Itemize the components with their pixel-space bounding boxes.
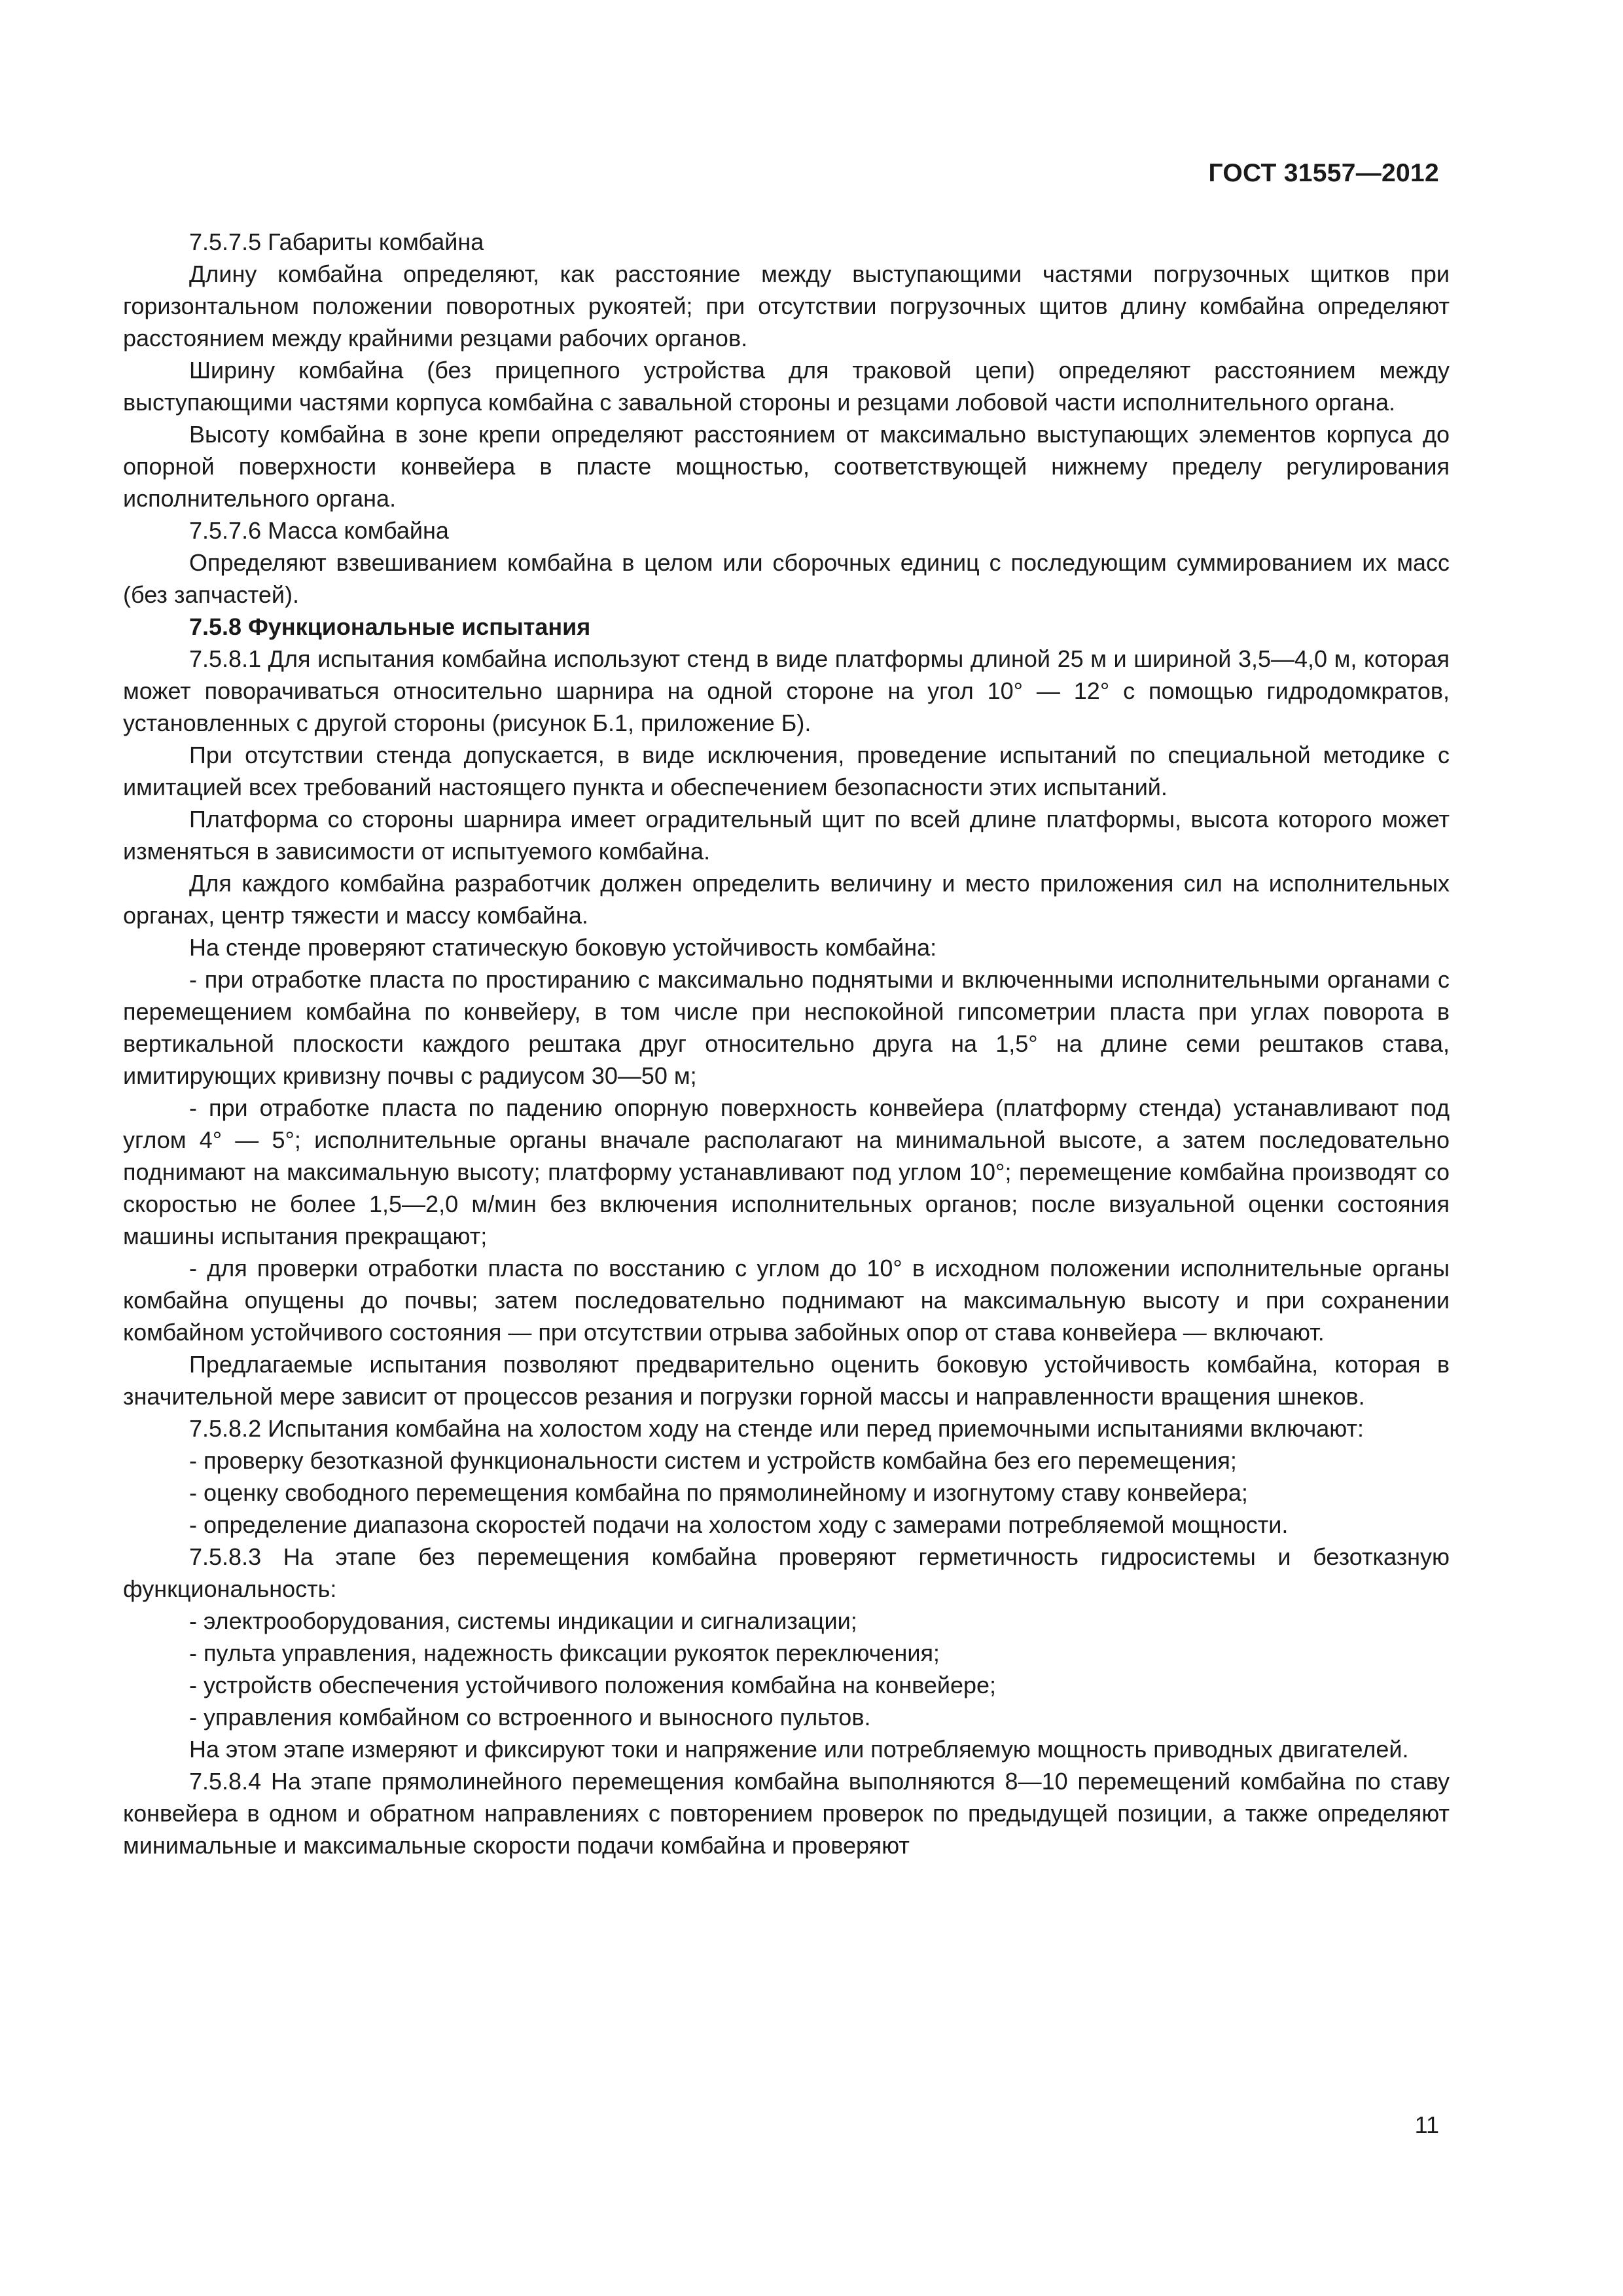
paragraph: 7.5.8.4 На этапе прямолинейного перемещения комбайна выполняются 8—10 перемещений комбайна по ставу конвейера в одном и обратном направлениях с повторением проверок по предыдущей позиции, а также определяют минимальные и максимальные скорости подачи комбайна и проверяют	[123, 1768, 1450, 1859]
paragraph: На этом этапе измеряют и фиксируют токи и напряжение или потребляемую мощность приводных двигателей.	[189, 1736, 1409, 1763]
paragraph: - при отработке пласта по простиранию с максимально поднятыми и включенными исполнительными органами с перемещением комбайна по конвейеру, в том числе при неспокойной гипсометрии пласта при углах поворота в вертикальной плоскости каждого рештака друг относительно друга на 1,5° на длине семи рештаков става, имитирующих кривизну почвы с радиусом 30—50 м;	[123, 966, 1450, 1089]
paragraph: Платформа со стороны шарнира имеет оградительный щит по всей длине платформы, высота которого может изменяться в зависимости от испытуемого комбайна.	[123, 806, 1450, 865]
paragraph: При отсутствии стенда допускается, в виде исключения, проведение испытаний по специальной методике с имитацией всех требований настоящего пункта и обеспечением безопасности этих испытаний.	[123, 742, 1450, 800]
paragraph: 7.5.7.6 Масса комбайна	[189, 517, 449, 544]
paragraph: - проверку безотказной функциональности систем и устройств комбайна без его перемещения;	[189, 1447, 1237, 1474]
paragraph: Длину комбайна определяют, как расстояние между выступающими частями погрузочных щитков при горизонтальном положении поворотных рукоятей; при отсутствии погрузочных щитов длину комбайна определяют расстоянием между крайними резцами рабочих органов.	[123, 260, 1450, 351]
paragraph: На стенде проверяют статическую боковую устойчивость комбайна:	[189, 934, 937, 961]
section-heading: 7.5.8 Функциональные испытания	[189, 613, 591, 640]
paragraph: Ширину комбайна (без прицепного устройства для траковой цепи) определяют расстоянием между выступающими частями корпуса комбайна с завальной стороны и резцами лобовой части исполнительного органа.	[123, 357, 1450, 416]
paragraph: - оценку свободного перемещения комбайна по прямолинейному и изогнутому ставу конвейера;	[189, 1479, 1248, 1506]
paragraph: Для каждого комбайна разработчик должен определить величину и место приложения сил на исполнительных органах, центр тяжести и массу комбайна.	[123, 870, 1450, 929]
paragraph: - при отработке пласта по падению опорную поверхность конвейера (платформу стенда) устанавливают под углом 4° — 5°; исполнительные органы вначале располагают на минимальной высоте, а затем последовательно поднимают на максимальную высоту; платформу устанавливают под углом 10°; перемещение комбайна производят со скоростью не более 1,5—2,0 м/мин без включения исполнительных органов; после визуальной оценки состояния машины испытания прекращают;	[123, 1094, 1450, 1249]
paragraph: - управления комбайном со встроенного и выносного пультов.	[189, 1704, 871, 1731]
page-number: 11	[1414, 2111, 1439, 2138]
paragraph: - для проверки отработки пласта по восстанию с углом до 10° в исходном положении исполнительные органы комбайна опущены до почвы; затем последовательно поднимают на максимальную высоту и при сохранении комбайном устойчивого состояния — при отсутствии отрыва забойных опор от става конвейера — включают.	[123, 1255, 1450, 1346]
paragraph: - устройств обеспечения устойчивого положения комбайна на конвейере;	[189, 1672, 997, 1698]
document-code: ГОСТ 31557—2012	[1208, 159, 1439, 187]
paragraph: 7.5.8.2 Испытания комбайна на холостом ходу на стенде или перед приемочными испытаниями включают:	[189, 1415, 1364, 1442]
document-body	[123, 226, 1450, 1861]
paragraph: 7.5.7.5 Габариты комбайна	[189, 228, 484, 255]
paragraph: - электрооборудования, системы индикации и сигнализации;	[189, 1607, 857, 1634]
paragraph: - пульта управления, надежность фиксации рукояток переключения;	[189, 1640, 940, 1666]
paragraph: Предлагаемые испытания позволяют предварительно оценить боковую устойчивость комбайна, которая в значительной мере зависит от процессов резания и погрузки горной массы и направленности вращения шнеков.	[123, 1351, 1450, 1410]
paragraph: 7.5.8.1 Для испытания комбайна используют стенд в виде платформы длиной 25 м и шириной 3,5—4,0 м, которая может поворачиваться относительно шарнира на одной стороне на угол 10° — 12° с помощью гидродомкратов, установленных с другой стороны (рисунок Б.1, приложение Б).	[123, 645, 1450, 736]
paragraph: - определение диапазона скоростей подачи на холостом ходу с замерами потребляемой мощности.	[189, 1511, 1289, 1538]
paragraph: Высоту комбайна в зоне крепи определяют расстоянием от максимально выступающих элементов корпуса до опорной поверхности конвейера в пласте мощностью, соответствующей нижнему пределу регулирования исполнительного органа.	[123, 421, 1450, 512]
paragraph: Определяют взвешиванием комбайна в целом или сборочных единиц с последующим суммированием их масс (без запчастей).	[123, 549, 1450, 608]
paragraph: 7.5.8.3 На этапе без перемещения комбайна проверяют герметичность гидросистемы и безотказную функциональность:	[123, 1543, 1450, 1602]
